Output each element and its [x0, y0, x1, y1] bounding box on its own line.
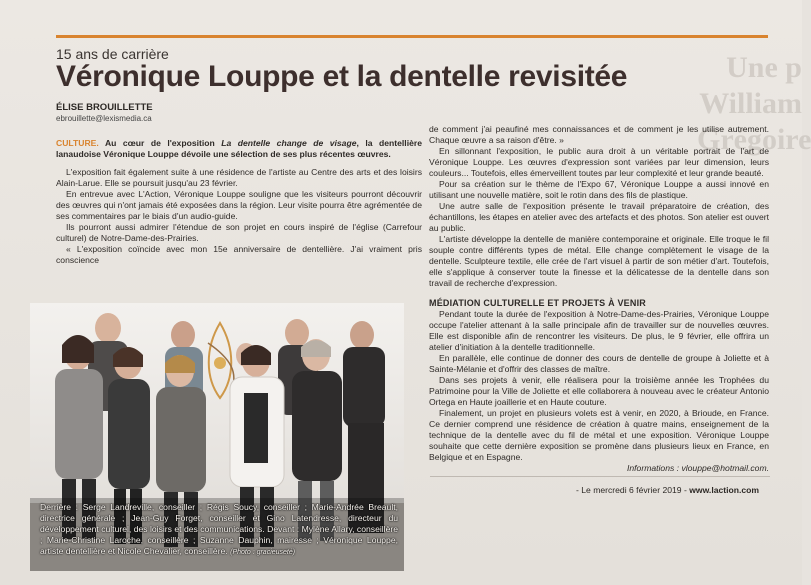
- paragraph: En sillonnant l'exposition, le public aura droit à un véritable portrait de l'art de Véronique Louppe. Les œuvres d'expression sont variées par leur dimension, leurs couleurs... Toutefois, elles émerveillent toutes par leur complexité et leur grande beauté.: [429, 146, 769, 178]
- footer-website: www.laction.com: [689, 485, 760, 495]
- article-column-2: [429, 124, 769, 289]
- article-column-1: [56, 138, 422, 266]
- paragraph: Pour sa création sur le thème de l'Expo 67, Véronique Louppe a aussi innové en utilisant une nouvelle matière, soit le rotin dans des fils de plastique.: [429, 179, 769, 200]
- lead-text-1: Au cœur de l'exposition: [98, 138, 222, 148]
- photo-credit: (Photo : gracieuseté): [230, 549, 296, 556]
- lead-text-2: , la dentellière lanaudoise Véronique Louppe dévoile une sélection de ses plus récentes œuvres.: [56, 138, 422, 159]
- paragraph: Ils pourront aussi admirer l'étendue de son projet en cours inspiré de l'église (Carrefour culturel) de Notre-Dame-des-Prairies.: [56, 222, 422, 243]
- section-label: CULTURE.: [56, 138, 99, 148]
- paragraph: de comment j'ai peaufiné mes connaissances et de comment je les utilise autrement. Chaque œuvre a sa raison d'être. »: [429, 124, 769, 145]
- kicker: 15 ans de carrière: [56, 46, 169, 62]
- paragraph: L'exposition fait également suite à une résidence de l'artiste au Centre des arts et des loisirs Alain-Larue. Elle se poursuit jusqu'au 23 février.: [56, 167, 422, 188]
- paragraph: « L'exposition coïncide avec mon 15e anniversaire de dentellière. J'ai vraiment pris conscience: [56, 244, 422, 265]
- byline: ÉLISE BROUILLETTE: [56, 102, 153, 113]
- lead-paragraph: [56, 138, 422, 160]
- article-column-3: [429, 298, 769, 474]
- paragraph: En entrevue avec L'Action, Véronique Louppe souligne que les visiteurs pourront découvrir des œuvres qui n'ont jamais été exposées dans la région. Leur visite pourra être agrémentée de ses commentaires par le biais d'un audio-guide.: [56, 189, 422, 221]
- section-subhead: MÉDIATION CULTURELLE ET PROJETS À VENIR: [429, 298, 646, 308]
- paragraph: Pendant toute la durée de l'exposition à Notre-Dame-des-Prairies, Véronique Louppe occupe l'atelier attenant à la salle principale afin de travailler sur de nouvelles œuvres. Elle est disponible afin de rencontrer les visiteurs. De plus, le 9 février, elle offrira un atelier d'initiation à la dentelle traditionnelle.: [429, 309, 769, 352]
- page-footer: [576, 485, 759, 495]
- photo-caption: [40, 502, 398, 558]
- paragraph: Finalement, un projet en plusieurs volets est à venir, en 2020, à Brioude, en France. Ce dernier comprend une résidence de création à quatre mains, enseignement de la technique de la dentelle avec du fil de métal et une exposition. Véronique Louppe souhaite que cette dernière exposition se promène dans plusieurs lieux en France, en Belgique et en Espagne.: [429, 408, 769, 462]
- footer-date: - Le mercredi 6 février 2019 -: [576, 485, 690, 495]
- bleed-through-text: [697, 50, 811, 156]
- footer-rule: [430, 476, 770, 477]
- bleed-text: Une p William Grégoire: [697, 51, 811, 156]
- article-headline: Véronique Louppe et la dentelle revisitée: [56, 60, 628, 93]
- paragraph: Une autre salle de l'exposition présente le travail préparatoire de création, des échantillons, les étapes en atelier avec des artefacts et des photos. Son atelier est ouvert au public.: [429, 201, 769, 233]
- paragraph: En parallèle, elle continue de donner des cours de dentelle de groupe à Joliette et à Sainte-Mélanie et d'offrir des classes de maître.: [429, 353, 769, 374]
- exhibition-title: La dentelle change de visage: [221, 138, 357, 148]
- paragraph: Dans ses projets à venir, elle réalisera pour la troisième année les Trophées du Patrimoine pour la Ville de Joliette et elle collaborera à nouveau avec le créateur Antonio Ortega en Haute joaillerie et en Haute couture.: [429, 375, 769, 407]
- paragraph: L'artiste développe la dentelle de manière contemporaine et originale. Elle troque le fil souple contre différents types de métal. Elle change complètement le visage de la dentelle. Sculpteure textile, elle crée de l'art visuel à partir de son métier d'art. Toutefois, elle s'applique à conserver toute la finesse et la délicatesse de la dentelle dans son travail de recherche d'expression.: [429, 234, 769, 288]
- contact-info: Informations : vlouppe@hotmail.com.: [627, 463, 769, 473]
- top-accent-rule: [56, 35, 768, 38]
- caption-text: Derrière : Serge Landreville, conseiller ; Régis Soucy, conseiller ; Marie-Andrée Breault, directrice générale ; Jean-Guy Forget, conseiller et Gino Latendresse, directeur du développement culturel, des loisirs et des communications. Devant : Mylène Allary, conseillère ; Marie-Christine Laroche, conseillère ; Suzanne Dauphin, mairesse ; Véronique Louppe, artiste dentellière et Nicole Chevalier, conseillère.: [40, 502, 398, 556]
- author-email: ebrouillette@lexismedia.ca: [56, 114, 152, 123]
